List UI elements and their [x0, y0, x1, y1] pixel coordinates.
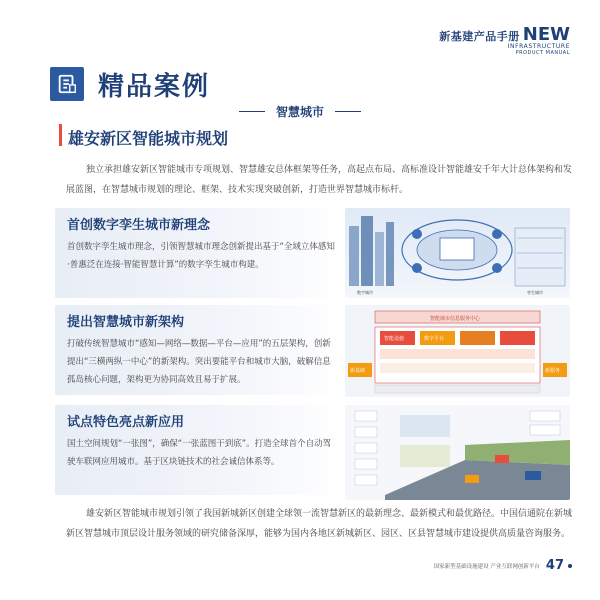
page-number: 47	[545, 558, 564, 573]
case-title-accent	[59, 124, 62, 146]
section-title-2: 提出智慧城市新架构	[67, 315, 185, 330]
brand-cn-title: 新基建产品手册	[439, 30, 520, 43]
img2-mid2-label: 数字平台	[424, 336, 445, 342]
img2-left-label: 新基础	[350, 368, 366, 374]
manual-brand	[439, 24, 570, 56]
section-title-1: 首创数字孪生城市新理念	[67, 218, 211, 233]
top-strip	[0, 0, 600, 12]
img2-right-label: 新服务	[545, 368, 561, 374]
application-scenario-illustration	[345, 405, 570, 500]
img1-left-label: 数字城市	[357, 290, 373, 295]
section-panel-2	[55, 305, 345, 395]
case-title: 雄安新区智能城市规划	[68, 129, 229, 148]
section-title-3: 试点特色亮点新应用	[67, 415, 185, 430]
section-panel-3	[55, 405, 345, 495]
section-panel-1	[55, 208, 345, 298]
digital-twin-city-illustration	[345, 208, 570, 298]
category-title: 精品案例	[98, 72, 211, 102]
brand-en-line2: PRODUCT MANUAL	[515, 50, 570, 56]
brand-en-line1: INFRASTRUCTURE	[507, 43, 570, 50]
img1-right-label: 孪生城市	[527, 290, 543, 295]
section-body-3: 国土空间规划“一张图”，确保“一张蓝图干到底”。打造全球首个自动驾驶车联网应用城市。基于区块链技术的社会诚信体系等。	[67, 439, 332, 467]
divider-right	[335, 111, 361, 113]
page-dot	[568, 564, 572, 568]
section-body-2: 打破传统智慧城市“感知—网络—数据—平台—应用”的五层架构，创新提出“三横两纵一中心”的新架构。突出要能平台和城市大脑，破解信息孤岛核心问题，架构更为协同高效且易于扩展。	[67, 339, 331, 385]
document-list-icon	[50, 67, 84, 101]
divider-left	[239, 111, 265, 113]
img2-top-label: 智能城市信息服务中心	[430, 316, 481, 322]
outro-paragraph: 雄安新区智能城市规划引领了我国新城新区创建全球领一流智慧新区的最新理念、最新模式和最优路径。中国信通院在新城新区智慧城市顶层设计服务领域的研究储备深厚，能够为国内各地区新城新区、园区、区县智慧城市建设提供高质量咨询服务。	[66, 509, 573, 539]
architecture-diagram	[345, 305, 570, 397]
section-body-1: 首创数字孪生城市理念，引领智慧城市理念创新提出基于“全域立体感知·普惠泛在连接·智能智慧计算”的数字孪生城市构建。	[67, 242, 335, 270]
brand-new-word: NEW	[522, 24, 570, 45]
intro-paragraph: 独立承担雄安新区智能城市专项规划、智慧雄安总体框架等任务，高起点布局、高标准设计智能雄安千年大计总体架构和发展蓝图，在智慧城市规划的理论、框架、技术实现突破创新，打造世界智慧城市标杆。	[66, 165, 573, 195]
subcategory-label: 智慧城市	[275, 105, 324, 119]
subcategory-heading	[0, 101, 600, 120]
page-footer	[434, 558, 572, 573]
img2-mid1-label: 智能设施	[384, 336, 405, 342]
footer-text: 国家新型基础设施建设 产业互联网创新平台	[433, 563, 540, 570]
